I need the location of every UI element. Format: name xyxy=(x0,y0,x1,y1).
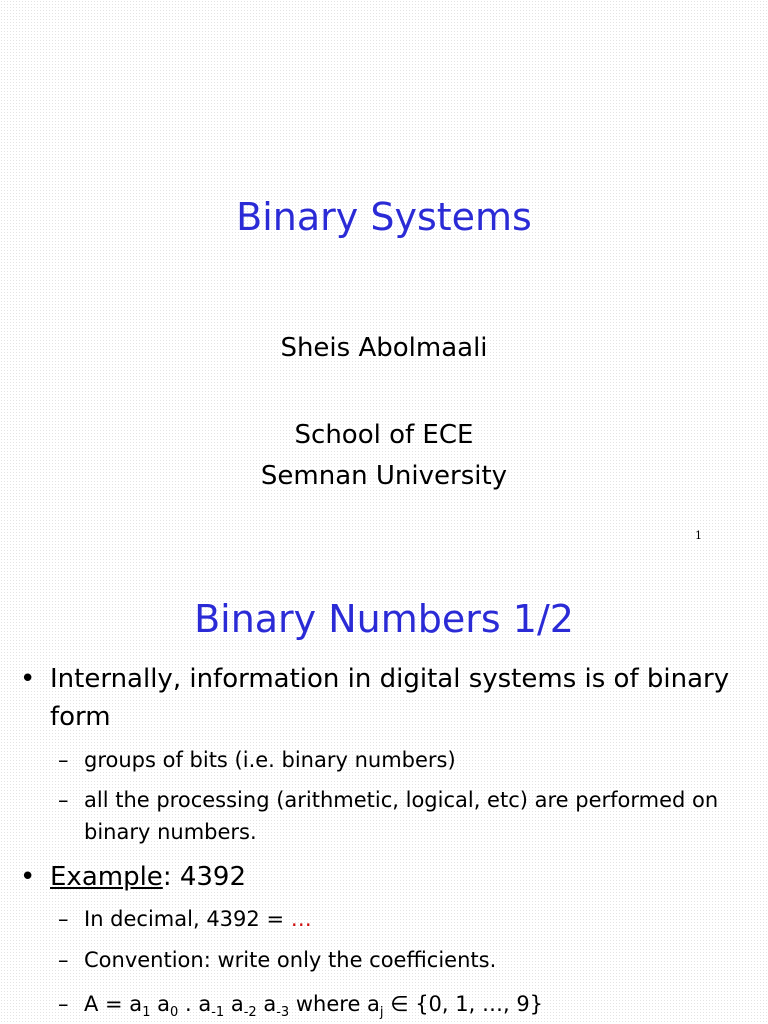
sub-bullet-item xyxy=(58,744,734,776)
example-value: : 4392 xyxy=(162,862,247,892)
bullet-icon: • xyxy=(20,664,36,694)
bullet-icon: • xyxy=(20,862,36,892)
formula-part: where a xyxy=(289,992,380,1016)
bullet-text: Internally, information in digital systems is of binary form xyxy=(50,664,730,732)
formula-part: a xyxy=(150,992,171,1016)
dash-icon: – xyxy=(58,948,69,972)
subscript: 1 xyxy=(142,1005,151,1020)
dash-icon: – xyxy=(58,748,69,772)
subscript: 0 xyxy=(170,1005,179,1020)
subscript: j xyxy=(379,1005,384,1020)
sub-bullet-item xyxy=(58,784,734,848)
subscript: -2 xyxy=(243,1005,257,1020)
dash-icon: – xyxy=(58,992,69,1016)
sub-bullet-text: groups of bits (i.e. binary numbers) xyxy=(84,748,456,772)
bullet-item xyxy=(20,858,740,896)
slide-title: Binary Numbers 1/2 xyxy=(194,597,574,641)
page-number: 1 xyxy=(695,529,702,542)
department: School of ECE xyxy=(294,420,474,450)
formula-part: a xyxy=(256,992,277,1016)
sub-bullet-text: all the processing (arithmetic, logical, etc) are performed on binary numbers. xyxy=(84,788,719,844)
formula-part: . a xyxy=(178,992,212,1016)
bullet-item xyxy=(20,660,740,736)
sub-bullet-text: In decimal, 4392 = xyxy=(84,907,291,931)
university: Semnan University xyxy=(260,461,508,491)
sub-bullet-item xyxy=(58,944,734,976)
content-slide xyxy=(0,560,768,1024)
subscript: -3 xyxy=(276,1005,290,1020)
formula xyxy=(84,992,544,1020)
formula-part: a xyxy=(224,992,244,1016)
sub-bullet-text: Convention: write only the coefficients. xyxy=(84,948,497,972)
author-name: Sheis Abolmaali xyxy=(280,333,488,363)
subscript: -1 xyxy=(211,1005,225,1020)
slide-title: Binary Systems xyxy=(236,195,532,239)
formula-part: ∈ {0, 1, …, 9} xyxy=(383,992,544,1016)
dash-icon: – xyxy=(58,788,69,812)
example-label: Example xyxy=(50,862,163,892)
ellipsis: … xyxy=(290,907,312,931)
formula-part: A = a xyxy=(84,992,143,1016)
sub-bullet-item xyxy=(58,903,734,935)
dash-icon: – xyxy=(58,907,69,931)
sub-bullet-item xyxy=(58,988,734,1020)
